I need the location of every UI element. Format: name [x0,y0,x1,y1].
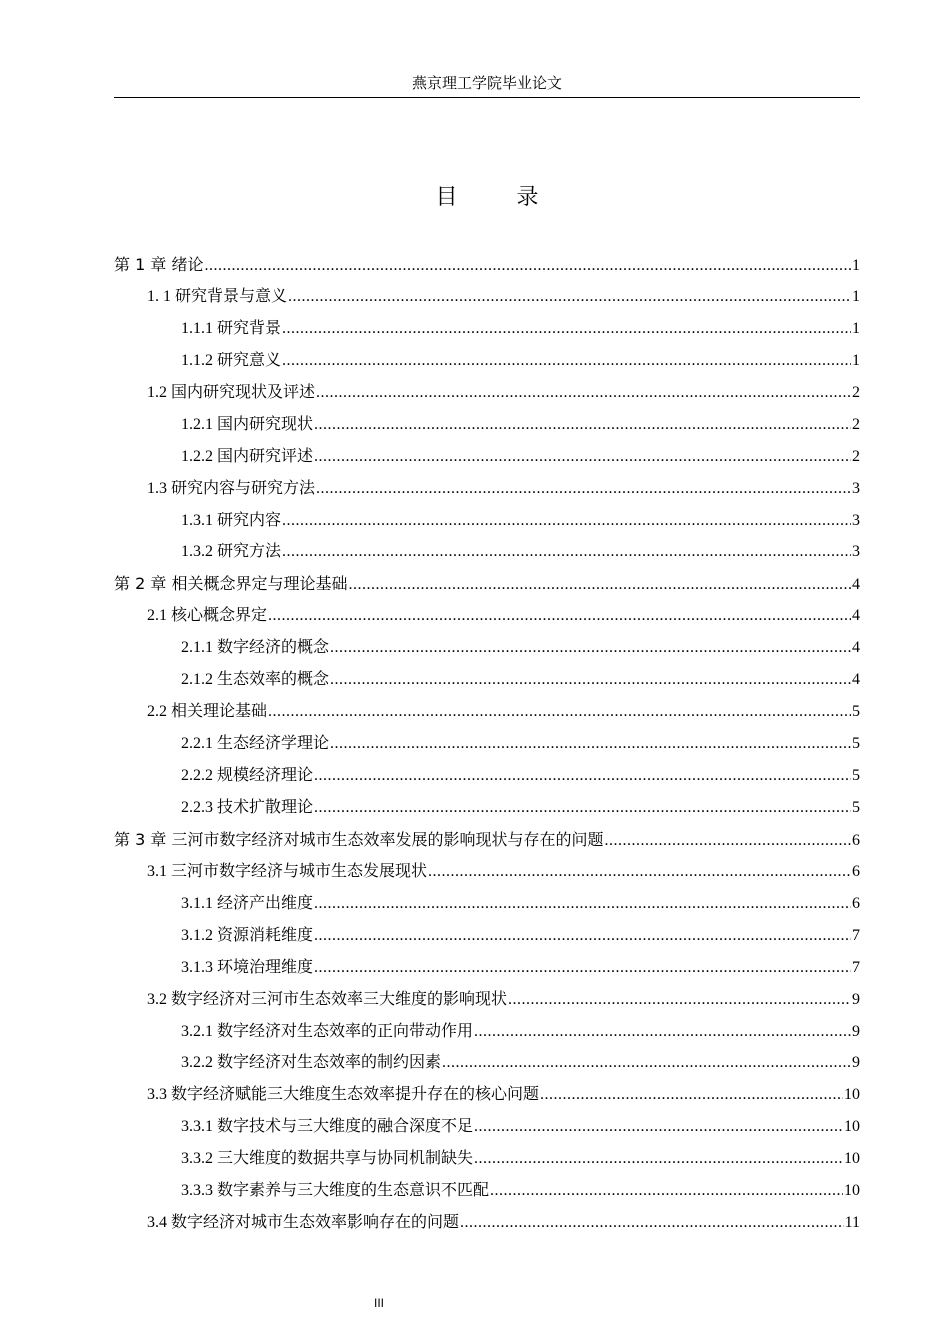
toc-entry-label: 3.1 三河市数字经济与城市生态发展现状 [147,862,428,880]
toc-entry-page: 3 [852,511,860,529]
toc-entry[interactable] [114,508,860,540]
toc-entry[interactable] [114,444,860,476]
toc-entry-label: 第 2 章 相关概念界定与理论基础 [114,574,348,594]
toc-entry-label: 3.3.1 数字技术与三大维度的融合深度不足 [181,1118,474,1136]
toc-entry-page: 1 [852,319,860,337]
toc-entry-page: 10 [844,1150,860,1168]
toc-entry-label: 3.1.2 资源消耗维度 [181,926,314,944]
toc-entry-label: 2.2.3 技术扩散理论 [181,798,314,816]
toc-dot-leader [282,539,851,565]
toc-entry-page: 5 [852,767,860,784]
toc-entry-page: 10 [844,1182,860,1200]
toc-entry-label: 1. 1 研究背景与意义 [147,287,288,305]
toc-dot-leader [330,635,851,661]
toc-dot-leader [314,923,851,949]
toc-entry-page: 5 [852,735,860,753]
toc-dot-leader [288,284,851,310]
toc-entry-page: 7 [852,926,860,944]
toc-entry-page: 1 [852,287,860,305]
toc-entry-page: 7 [852,958,860,976]
toc-entry[interactable] [114,539,860,571]
toc-entry-label: 1.1.1 研究背景 [181,319,282,337]
toc-entry[interactable] [114,795,860,827]
toc-entry-label: 2.1.1 数字经济的概念 [181,639,330,657]
toc-entry-page: 2 [852,415,860,433]
table-of-contents [114,252,860,1242]
toc-entry-page: 3 [852,543,860,561]
toc-entry[interactable] [114,859,860,891]
toc-dot-leader [282,508,851,534]
header-rule [114,97,860,98]
toc-entry[interactable] [114,603,860,635]
toc-entry[interactable] [114,667,860,699]
page-header: 燕京理工学院毕业论文 [411,74,562,92]
toc-dot-leader [314,444,851,470]
toc-dot-leader [508,987,851,1013]
toc-entry-label: 3.3 数字经济赋能三大维度生态效率提升存在的核心问题 [147,1086,540,1104]
toc-dot-leader [316,476,851,502]
toc-dot-leader [348,572,851,598]
toc-entry[interactable] [114,571,860,603]
toc-entry-label: 2.2.2 规模经济理论 [181,767,314,784]
toc-dot-leader [282,316,851,342]
toc-entry-label: 1.2.2 国内研究评述 [181,447,314,465]
toc-entry-page: 1 [852,257,860,274]
toc-entry-page: 10 [844,1086,860,1104]
toc-entry-label: 1.3.1 研究内容 [181,511,282,529]
toc-entry[interactable] [114,252,860,284]
toc-entry-page: 4 [852,607,860,625]
toc-entry[interactable] [114,955,860,987]
toc-entry-page: 5 [852,798,860,816]
toc-entry-label: 2.1 核心概念界定 [147,607,268,625]
toc-entry-label: 3.4 数字经济对城市生态效率影响存在的问题 [147,1214,460,1232]
toc-entry[interactable] [114,284,860,316]
toc-entry-page: 9 [852,1054,860,1072]
toc-entry-label: 1.3 研究内容与研究方法 [147,479,316,497]
toc-entry[interactable] [114,412,860,444]
toc-entry[interactable] [114,1082,860,1114]
toc-entry-label: 1.2.1 国内研究现状 [181,415,314,433]
toc-entry[interactable] [114,987,860,1019]
toc-dot-leader [314,891,851,917]
toc-entry-page: 6 [852,894,860,912]
toc-entry-label: 3.2.2 数字经济对生态效率的制约因素 [181,1054,442,1072]
toc-dot-leader [474,1114,843,1140]
toc-entry-label: 1.1.2 研究意义 [181,351,282,369]
toc-entry-page: 2 [852,447,860,465]
toc-entry-page: 11 [844,1214,860,1232]
toc-entry-label: 2.2 相关理论基础 [147,703,268,721]
toc-entry-label: 3.2.1 数字经济对生态效率的正向带动作用 [181,1022,474,1040]
toc-entry-label: 3.1.1 经济产出维度 [181,894,314,912]
toc-entry-page: 6 [852,831,860,849]
toc-entry[interactable] [114,699,860,731]
toc-dot-leader [268,699,851,725]
toc-dot-leader [316,380,851,406]
toc-entry-page: 2 [852,383,860,401]
toc-entry-label: 3.3.2 三大维度的数据共享与协同机制缺失 [181,1150,474,1168]
toc-dot-leader [314,955,851,981]
toc-entry[interactable] [114,1114,860,1146]
toc-entry-label: 3.1.3 环境治理维度 [181,958,314,976]
toc-entry[interactable] [114,763,860,795]
toc-dot-leader [604,828,851,854]
toc-entry-label: 1.3.2 研究方法 [181,543,282,561]
toc-dot-leader [314,795,851,821]
toc-dot-leader [474,1146,843,1172]
toc-dot-leader [490,1178,843,1204]
toc-entry[interactable] [114,1210,860,1242]
toc-entry-page: 6 [852,862,860,880]
toc-entry[interactable] [114,1178,860,1210]
toc-entry-label: 1.2 国内研究现状及评述 [147,383,316,401]
toc-entry-page: 9 [852,990,860,1008]
toc-entry-label: 3.2 数字经济对三河市生态效率三大维度的影响现状 [147,990,508,1008]
toc-entry[interactable] [114,635,860,667]
toc-dot-leader [442,1050,851,1076]
toc-entry-page: 9 [852,1022,860,1040]
toc-dot-leader [330,667,851,693]
toc-entry-page: 4 [852,576,860,594]
toc-entry-page: 4 [852,639,860,657]
page-number: III [373,1296,384,1310]
toc-dot-leader [330,731,851,757]
toc-entry-label: 2.1.2 生态效率的概念 [181,671,330,689]
toc-dot-leader [204,253,851,279]
toc-entry-page: 4 [852,671,860,689]
toc-entry-page: 10 [844,1118,860,1136]
toc-entry[interactable] [114,1050,860,1082]
toc-dot-leader [474,1019,851,1045]
toc-dot-leader [460,1210,844,1236]
toc-entry[interactable] [114,380,860,412]
toc-entry-label: 3.3.3 数字素养与三大维度的生态意识不匹配 [181,1182,490,1200]
toc-entry[interactable] [114,891,860,923]
toc-entry-label: 第 3 章 三河市数字经济对城市生态效率发展的影响现状与存在的问题 [114,829,604,849]
toc-entry[interactable] [114,316,860,348]
toc-entry[interactable] [114,827,860,859]
toc-entry[interactable] [114,1146,860,1178]
toc-entry-label: 2.2.1 生态经济学理论 [181,735,330,753]
toc-dot-leader [428,859,851,885]
toc-entry-page: 3 [852,479,860,497]
toc-dot-leader [314,763,851,789]
toc-title: 目 录 [435,185,565,210]
toc-entry[interactable] [114,923,860,955]
toc-dot-leader [540,1082,843,1108]
toc-entry-page: 5 [852,703,860,721]
toc-entry[interactable] [114,476,860,508]
toc-entry-label: 第 1 章 绪论 [114,255,204,274]
toc-dot-leader [282,348,851,374]
toc-dot-leader [268,603,851,629]
toc-entry-page: 1 [852,351,860,369]
toc-dot-leader [314,412,851,438]
toc-entry[interactable] [114,1019,860,1051]
toc-entry[interactable] [114,731,860,763]
toc-entry[interactable] [114,348,860,380]
